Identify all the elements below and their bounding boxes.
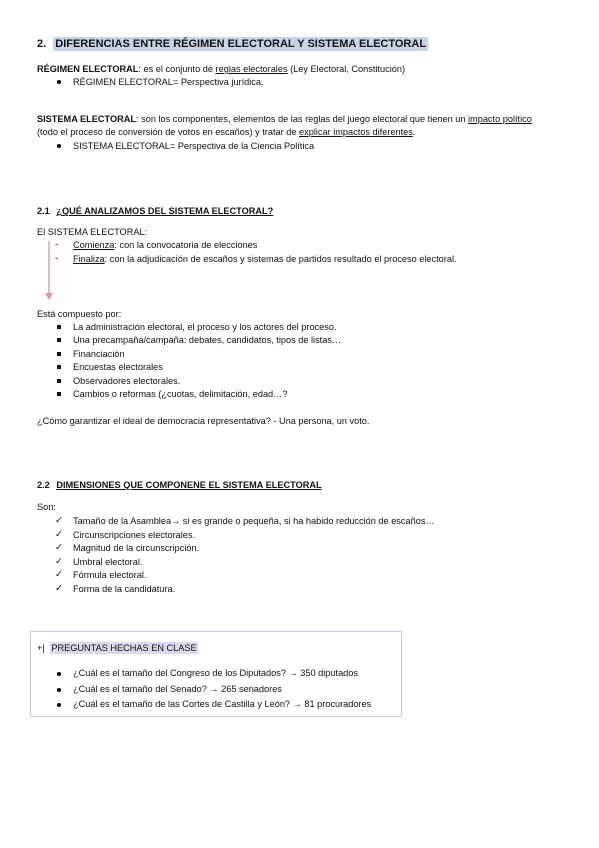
section-title: DIFERENCIAS ENTRE RÉGIMEN ELECTORAL Y SISTEMA ELECTORAL	[55, 38, 427, 50]
explicar-impactos-link: explicar impactos diferentes	[299, 127, 413, 137]
checkmark-icon: ✓	[55, 529, 63, 540]
section-number: 2.2	[37, 480, 50, 490]
regimen-bullet: RÉGIMEN ELECTORAL= Perspectiva jurídica.	[73, 77, 264, 87]
checkmark-icon: ✓	[55, 542, 63, 553]
sistema-definition-line2	[37, 127, 415, 137]
section-number: 2.	[37, 38, 47, 50]
checkmark-icon: ✓	[55, 583, 63, 594]
dash-icon: -	[55, 253, 59, 263]
bullet-icon	[57, 80, 61, 84]
question-item: ¿Cuál es el tamaño del Congreso de los Diputados? → 350 diputados	[73, 668, 358, 678]
list-item: Umbral electoral.	[73, 557, 143, 567]
checkmark-icon: ✓	[55, 515, 63, 526]
down-arrow-icon	[42, 239, 59, 302]
list-item: Magnitud de la circunscripción.	[73, 543, 200, 553]
section-title: ¿QUÉ ANALIZAMOS DEL SISTEMA ELECTORAL?	[56, 206, 274, 216]
regimen-term: RÉGIMEN ELECTORAL	[37, 64, 139, 74]
sistema-intro: El SISTEMA ELECTORAL:	[37, 227, 148, 237]
sistema-term: SISTEMA ELECTORAL	[37, 114, 137, 124]
list-item: Financiación	[73, 349, 125, 359]
bullet-icon	[57, 144, 61, 148]
list-item: Circunscripciones electorales.	[73, 530, 196, 540]
bullet-icon	[57, 672, 61, 676]
section-number: 2.1	[37, 206, 50, 216]
square-bullet-icon	[57, 325, 61, 329]
item-text: : con la adjudicación de escaños y sistemas de partidos resultado el proceso electoral.	[104, 254, 457, 264]
regimen-text: : es el conjunto de	[138, 64, 216, 74]
list-item: Fórmula electoral.	[73, 570, 147, 580]
section-2-1-heading	[37, 206, 273, 216]
item-key: Comienza	[73, 240, 115, 250]
regimen-text-2: (Ley Electoral, Constitución)	[287, 64, 406, 74]
list-item: Observadores electorales.	[73, 376, 181, 386]
question-item: ¿Cuál es el tamaño de las Cortes de Castilla y León? → 81 procuradores	[73, 699, 372, 709]
sistema-text-2: (todo el proceso de conversión de votos en escaños) y tratar de	[37, 127, 299, 137]
item-text: : con la convocatoria de elecciones	[114, 240, 258, 250]
list-item: Encuestas electorales	[73, 362, 163, 372]
democracy-question: ¿Cómo garantizar el ideal de democracia representativa? - Una persona, un voto.	[37, 416, 370, 426]
sistema-bullet: SISTEMA ELECTORAL= Perspectiva de la Ciencia Política	[73, 141, 315, 151]
list-item: La administración electoral, el proceso y los actores del proceso.	[73, 322, 337, 332]
list-item: Tamaño de la Asamblea→ si es grande o pequeña, si ha habido reducción de escaños…	[73, 516, 435, 526]
impacto-politico-link: impacto político	[468, 114, 532, 124]
item-key: Finaliza	[73, 254, 105, 264]
bullet-icon	[57, 688, 61, 692]
dash-icon: -	[55, 239, 59, 249]
list-item: Cambios o reformas (¿cuotas, delimitación, edad…?	[73, 389, 288, 399]
section-title: DIMENSIONES QUE COMPONENE EL SISTEMA ELECTORAL	[56, 480, 322, 490]
list-item-comienza	[73, 240, 257, 250]
reglas-electorales-link: reglas electorales	[215, 64, 288, 74]
square-bullet-icon	[57, 392, 61, 396]
square-bullet-icon	[57, 365, 61, 369]
list-item: Una precampaña/campaña: debates, candidatos, tipos de listas…	[73, 335, 342, 345]
box-title	[37, 643, 198, 653]
list-item-finaliza	[73, 254, 457, 264]
checkmark-icon: ✓	[55, 556, 63, 567]
bullet-icon	[57, 703, 61, 707]
section-2-2-heading	[37, 480, 322, 490]
sistema-text-3: .	[412, 127, 416, 137]
regimen-definition	[37, 64, 405, 74]
square-bullet-icon	[57, 352, 61, 356]
square-bullet-icon	[57, 338, 61, 342]
section-2-heading	[37, 38, 428, 50]
question-item: ¿Cuál es el tamaño del Senado? → 265 senadores	[73, 684, 282, 694]
checkmark-icon: ✓	[55, 569, 63, 580]
sistema-definition	[37, 114, 532, 124]
square-bullet-icon	[57, 379, 61, 383]
composed-label: Está compuesto por:	[37, 309, 122, 319]
sistema-text: : son los componentes, elementos de las reglas del juego electoral que tienen un	[136, 114, 469, 124]
box-title-text: PREGUNTAS HECHAS EN CLASE	[51, 643, 197, 653]
dimensions-intro: Son:	[37, 502, 56, 512]
list-item: Forma de la candidatura.	[73, 584, 176, 594]
box-prefix: +|	[37, 643, 45, 653]
